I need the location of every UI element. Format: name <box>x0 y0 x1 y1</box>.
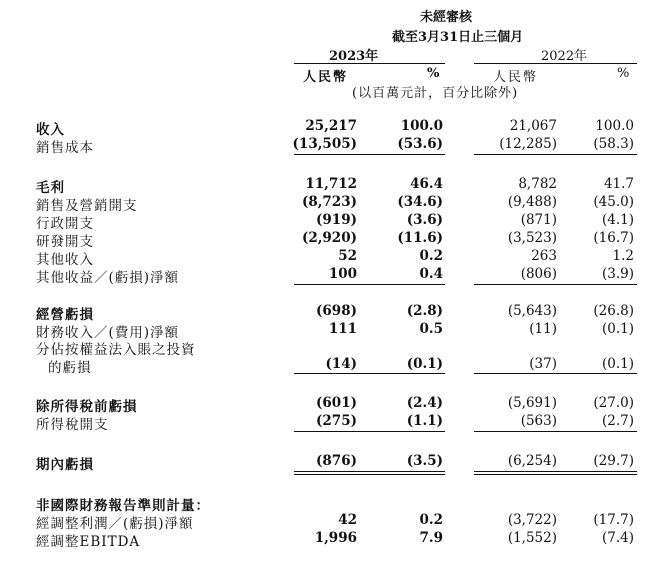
other-gains-2022-pct: (3.9) <box>601 266 634 282</box>
rule <box>474 154 637 155</box>
period-loss-2022-value: (6,254) <box>507 453 557 469</box>
rule <box>474 431 637 432</box>
row-label-rnd: 研發開支 <box>36 234 94 250</box>
row-label-selling-marketing: 銷售及營銷開支 <box>36 198 138 214</box>
loss-before-tax-2022-pct: (27.0) <box>593 395 634 411</box>
gross-profit-2022-pct: 41.7 <box>603 176 634 192</box>
cost-of-sales-2023-value: (13,505) <box>292 136 357 152</box>
adjusted-ebitda-2022-value: (1,552) <box>507 530 557 546</box>
admin-2022-value: (871) <box>520 212 557 228</box>
year-2023-header: 2023年 <box>329 49 379 64</box>
income-tax-2022-value: (563) <box>520 413 557 429</box>
rule <box>294 373 445 374</box>
adjusted-ebitda-2022-pct: (7.4) <box>601 530 634 546</box>
rule <box>294 154 445 155</box>
adjusted-ebitda-2023-pct: 7.9 <box>419 530 443 546</box>
operating-loss-2023-pct: (2.8) <box>406 303 443 319</box>
selling-marketing-2022-pct: (45.0) <box>593 194 634 210</box>
gross-profit-2022-value: 8,782 <box>518 176 557 192</box>
other-gains-2023-value: 100 <box>328 266 357 282</box>
cost-of-sales-2022-value: (12,285) <box>499 136 557 152</box>
finance-income-2023-pct: 0.5 <box>419 321 443 337</box>
row-label-adjusted-ebitda: 經調整EBITDA <box>36 534 141 550</box>
revenue-2022-value: 21,067 <box>509 118 557 134</box>
row-label-period-loss: 期內虧損 <box>36 457 94 473</box>
revenue-2023-pct: 100.0 <box>400 118 443 134</box>
admin-2022-pct: (4.1) <box>601 212 634 228</box>
unit-note: (以百萬元計，百分比除外) <box>352 86 519 101</box>
other-income-2022-value: 263 <box>531 248 557 264</box>
selling-marketing-2023-pct: (34.6) <box>397 194 443 210</box>
row-label-gross-profit: 毛利 <box>36 180 65 196</box>
income-tax-2023-value: (275) <box>316 413 357 429</box>
loss-before-tax-2022-value: (5,691) <box>507 395 557 411</box>
revenue-2023-value: 25,217 <box>305 118 357 134</box>
loss-before-tax-2023-value: (601) <box>316 395 357 411</box>
income-tax-2023-pct: (1.1) <box>406 413 443 429</box>
row-label-other-gains: 其他收益／(虧損)淨額 <box>36 270 180 286</box>
adjusted-net-2023-value: 42 <box>338 512 357 528</box>
unaudited-header: 未經審核 <box>420 10 473 25</box>
period-header: 截至3月31日止三個月 <box>392 30 524 45</box>
double-rule <box>294 471 445 475</box>
pct-2023-header: % <box>427 66 440 81</box>
revenue-2022-pct: 100.0 <box>595 118 634 134</box>
finance-income-2023-value: 111 <box>328 321 357 337</box>
rule <box>474 373 637 374</box>
rmb-2023-header: 人民幣 <box>303 70 349 85</box>
other-income-2023-value: 52 <box>338 248 357 264</box>
income-tax-2022-pct: (2.7) <box>601 413 634 429</box>
operating-loss-2022-pct: (26.8) <box>593 303 634 319</box>
finance-income-2022-value: (11) <box>529 321 557 337</box>
row-label-adjusted-net: 經調整利潤／(虧損)淨額 <box>36 516 194 532</box>
equity-loss-2023-pct: (0.1) <box>406 356 443 372</box>
cost-of-sales-2022-pct: (58.3) <box>593 136 634 152</box>
row-label-admin: 行政開支 <box>36 216 94 232</box>
adjusted-net-2022-value: (3,722) <box>507 512 557 528</box>
period-loss-2022-pct: (29.7) <box>593 453 634 469</box>
year-2023-underline <box>294 63 445 64</box>
other-income-2023-pct: 0.2 <box>419 248 443 264</box>
period-loss-2023-pct: (3.5) <box>406 453 443 469</box>
equity-loss-2023-value: (14) <box>325 356 357 372</box>
finance-income-2022-pct: (0.1) <box>601 321 634 337</box>
equity-loss-2022-value: (37) <box>529 356 557 372</box>
rnd-2022-value: (3,523) <box>507 230 557 246</box>
rnd-2022-pct: (16.7) <box>593 230 634 246</box>
rnd-2023-value: (2,920) <box>301 230 357 246</box>
rule <box>474 284 637 285</box>
other-gains-2022-value: (806) <box>520 266 557 282</box>
row-label-other-income: 其他收入 <box>36 252 94 268</box>
row-label-equity-investments: 分佔按權益法入賬之投資 <box>36 342 196 358</box>
adjusted-net-2022-pct: (17.7) <box>593 512 634 528</box>
operating-loss-2022-value: (5,643) <box>507 303 557 319</box>
year-2022-underline <box>474 63 637 64</box>
year-2022-header: 2022年 <box>541 49 588 64</box>
rule <box>294 284 445 285</box>
row-label-loss-before-tax: 除所得稅前虧損 <box>36 399 138 415</box>
admin-2023-value: (919) <box>316 212 357 228</box>
loss-before-tax-2023-pct: (2.4) <box>406 395 443 411</box>
admin-2023-pct: (3.6) <box>406 212 443 228</box>
other-income-2022-pct: 1.2 <box>612 248 634 264</box>
equity-loss-2022-pct: (0.1) <box>601 356 634 372</box>
cost-of-sales-2023-pct: (53.6) <box>397 136 443 152</box>
rmb-2022-header: 人民幣 <box>493 70 539 85</box>
other-gains-2023-pct: 0.4 <box>419 266 443 282</box>
gross-profit-2023-pct: 46.4 <box>410 176 443 192</box>
selling-marketing-2023-value: (8,723) <box>301 194 357 210</box>
rnd-2023-pct: (11.6) <box>397 230 443 246</box>
double-rule <box>474 471 637 475</box>
row-label-income-tax: 所得稅開支 <box>36 417 109 433</box>
gross-profit-2023-value: 11,712 <box>305 176 357 192</box>
operating-loss-2023-value: (698) <box>316 303 357 319</box>
period-loss-2023-value: (876) <box>316 453 357 469</box>
row-label-finance-income: 財務收入／(費用)淨額 <box>36 325 180 341</box>
row-label-equity-investments-loss: 的虧損 <box>48 360 92 376</box>
row-label-operating-loss: 經營虧損 <box>36 307 94 323</box>
selling-marketing-2022-value: (9,488) <box>507 194 557 210</box>
row-label-non-ifrs: 非國際財務報告準則計量： <box>36 498 210 514</box>
row-label-revenue: 收入 <box>36 122 65 138</box>
adjusted-ebitda-2023-value: 1,996 <box>314 530 357 546</box>
row-label-cost-of-sales: 銷售成本 <box>36 140 94 156</box>
adjusted-net-2023-pct: 0.2 <box>419 512 443 528</box>
rule <box>294 431 445 432</box>
pct-2022-header: % <box>617 66 630 81</box>
